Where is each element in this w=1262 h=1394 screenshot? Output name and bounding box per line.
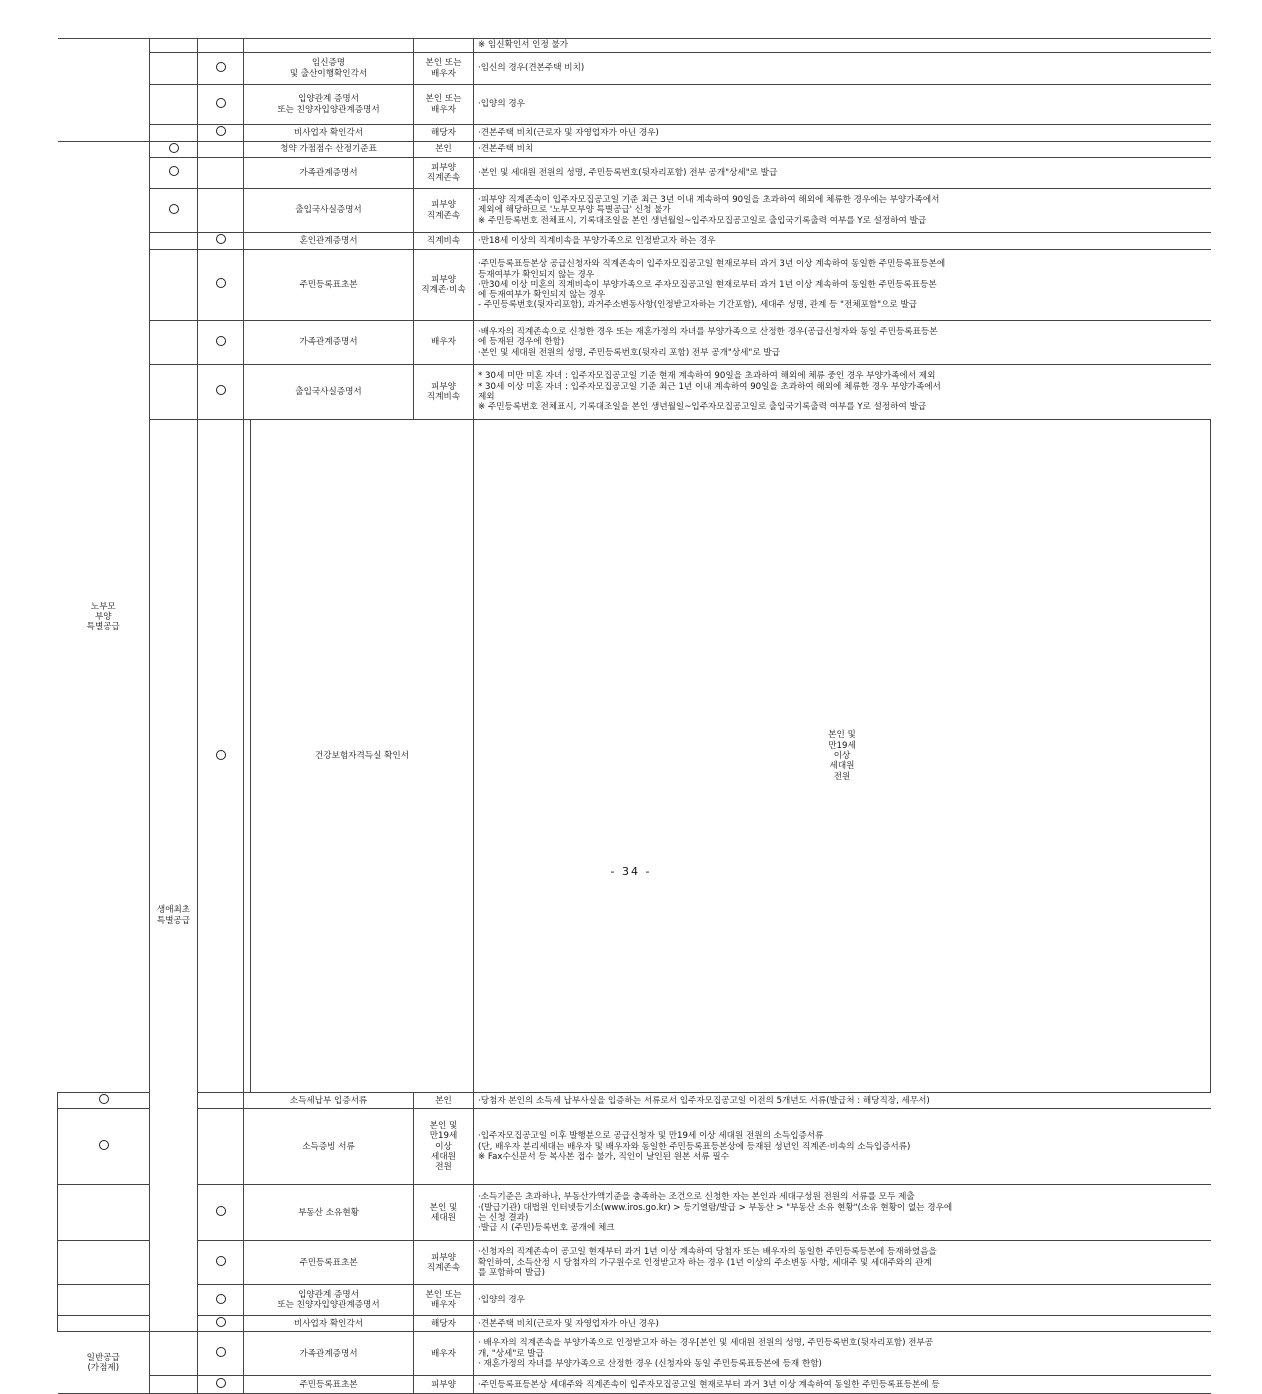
- document-subject: 피부양 직계존속: [414, 189, 474, 233]
- category-elderly-support: 노부모 부양 특별공급: [58, 142, 150, 1093]
- document-notes: * 30세 미만 미혼 자녀 : 입주자모집공고일 기준 현재 계속하여 90일을 초과하여 해외에 체류 중인 경우 부양가족에서 제외 * 30세 이상 미혼 자녀 : 입주자모집공고일 기준 최근 1년 이내 계속하여 90일을 초과하여 해외에 체류한 경우 부양가족에서 제외 ※ 주민등록번호 전체표시, 기록대조일을 본인 생년월일~입주자모집공고일로 출입국기록출력 여부를 Y로 설정하여 발급: [474, 365, 1211, 420]
- circle-mark-icon: [169, 204, 179, 214]
- required-mark-cell: [150, 142, 198, 158]
- required-mark-cell: [150, 39, 198, 53]
- table-row: [58, 39, 1211, 53]
- document-name: 혼인관계증명서: [244, 233, 414, 250]
- required-mark-cell: [58, 1241, 150, 1285]
- table-row: [58, 1376, 1211, 1394]
- document-subject: [414, 39, 474, 53]
- conditional-mark-cell: [198, 85, 244, 125]
- table-row: [58, 365, 1211, 420]
- document-subject: 해당자: [414, 125, 474, 142]
- conditional-mark-cell: [198, 1376, 244, 1394]
- conditional-mark-cell: [198, 142, 244, 158]
- document-subject: 본인 및 만19세 이상 세대원 전원: [414, 1109, 474, 1185]
- document-table: [57, 38, 1211, 1394]
- document-name: 주민등록표초본: [244, 1241, 414, 1285]
- document-notes: ·입양의 경우: [474, 1285, 1211, 1316]
- circle-mark-icon: [99, 1094, 109, 1104]
- circle-mark-icon: [216, 1378, 226, 1388]
- page-number: - 34 -: [610, 865, 652, 878]
- document-notes: ·견본주택 비치(근로자 및 자영업자가 아닌 경우): [474, 125, 1211, 142]
- required-mark-cell: [58, 1185, 150, 1241]
- document-name: 가족관계증명서: [244, 1332, 414, 1376]
- document-notes: ·피부양 직계존속이 입주자모집공고일 기준 최근 3년 이내 계속하여 90일을 초과하여 해외에 체류한 경우에는 부양가족에서 제외에 해당하므로 '노부모부양 특별공급' 신청 불가 ※ 주민등록번호 전체표시, 기록대조일을 본인 생년월일~입주자모집공고일로 출입국기록출력 여부를 Y로 설정하여 발급: [474, 189, 1211, 233]
- required-mark-cell: [150, 1332, 198, 1376]
- document-name: 입양관계 증명서 또는 친양자입양관계증명서: [244, 85, 414, 125]
- document-name: 출입국사실증명서: [244, 365, 414, 420]
- document-subject: 본인 및 세대원: [414, 1185, 474, 1241]
- required-mark-cell: [58, 1285, 150, 1316]
- category-first-home: 생애최초 특별공급: [150, 420, 198, 1332]
- conditional-mark-cell: [198, 1285, 244, 1316]
- table-row: [58, 1316, 1211, 1332]
- document-subject: 배우자: [414, 321, 474, 365]
- required-mark-cell: [150, 321, 198, 365]
- document-notes: ·신청자의 직계존속이 공고일 현재부터 과거 1년 이상 계속하여 당첨자 또는 배우자의 동일한 주민등록등본에 등재하였음을 확인하여, 소득산정 시 당첨자의 가구원수로 인정받고자 하는 경우 (1년 이상의 주소변동 사항, 세대주 및 세대주와의 관계 를 포함하여 발급): [474, 1241, 1211, 1285]
- document-subject: 본인 또는 배우자: [414, 85, 474, 125]
- document-subject: 피부양 직계존속: [414, 158, 474, 189]
- document-notes: ·입양의 경우: [474, 85, 1211, 125]
- table-row: [58, 189, 1211, 233]
- document-subject: 피부양 직계존·비속: [414, 250, 474, 321]
- document-subject: 본인 또는 배우자: [414, 1285, 474, 1316]
- document-notes: ·배우자의 직계존속으로 신청한 경우 또는 재혼가정의 자녀를 부양가족으로 산정한 경우(공급신청자와 동일 주민등록표등본 에 등재된 경우에 한함) ·본인 및 세대원 전원의 성명, 주민등록번호(뒷자리 포함) 전부 공개"상세"로 발급: [474, 321, 1211, 365]
- required-mark-cell: [150, 233, 198, 250]
- document-name: 부동산 소유현황: [244, 1185, 414, 1241]
- document-subject: 피부양 직계존속: [414, 1241, 474, 1285]
- table-row: [58, 1332, 1211, 1376]
- document-notes: ·소득기준은 초과하나, 부동산가액기준을 충족하는 조건으로 신청한 자는 본인과 세대구성원 전원의 서류를 모두 제출 ·(발급기관) 대법원 인터넷등기소(www.iros.go.kr) > 등기열람/발급 > 부동산 > "부동산 소유 현황"(소유 현황이 없는 경우에 는 신청 결과) ·발급 시 (주민)등록번호 공개에 체크: [474, 1185, 1211, 1241]
- circle-mark-icon: [216, 1256, 226, 1266]
- conditional-mark-cell: [198, 39, 244, 53]
- document-notes: ·주민등록표등본상 세대주와 직계존속이 입주자모집공고일 현재로부터 과거 3년 이상 계속하여 동일한 주민등록표등본에 등: [474, 1376, 1211, 1394]
- circle-mark-icon: [169, 143, 179, 153]
- required-mark-cell: [150, 85, 198, 125]
- table-row: [58, 321, 1211, 365]
- document-notes: ·입주자모집공고일 이후 발행분으로 공급신청자 및 만19세 이상 세대원 전원의 소득입증서류 (단, 배우자 분리세대는 배우자 및 배우자와 동일한 주민등록표등본상에 등재된 성년인 직계존·비속의 소득입증서류) ※ Fax수신문서 등 복사본 접수 불가, 직인이 날인된 원본 서류 필수: [474, 1109, 1211, 1185]
- document-notes: ·본인 및 세대원 전원의 성명, 주민등록번호(뒷자리포함) 전부 공개"상세"로 발급: [474, 158, 1211, 189]
- circle-mark-icon: [216, 98, 226, 108]
- document-name: 임신증명 및 출산이행확인각서: [244, 53, 414, 85]
- document-notes: ·당첨자 본인의 소득세 납부사실을 입증하는 서류로서 입주자모집공고일 이전의 5개년도 서류(발급처 : 해당직장, 세무서): [474, 1093, 1211, 1109]
- conditional-mark-cell: [198, 53, 244, 85]
- document-name: 주민등록표초본: [244, 1376, 414, 1394]
- document-notes: ·견본주택 비치(근로자 및 자영업자가 아닌 경우): [474, 1316, 1211, 1332]
- table-row: [58, 142, 1211, 158]
- circle-mark-icon: [216, 1206, 226, 1216]
- circle-mark-icon: [216, 126, 226, 136]
- circle-mark-icon: [216, 385, 226, 395]
- document-subject: 본인 또는 배우자: [414, 53, 474, 85]
- document-notes: ※ 임신확인서 인정 불가: [474, 39, 1211, 53]
- document-subject: 본인: [414, 1093, 474, 1109]
- conditional-mark-cell: [198, 189, 244, 233]
- document-subject: 직계비속: [414, 233, 474, 250]
- table-row: [58, 53, 1211, 85]
- conditional-mark-cell: [198, 125, 244, 142]
- table-row: [58, 1185, 1211, 1241]
- document-name: 소득세납부 입증서류: [244, 1093, 414, 1109]
- required-mark-cell: [150, 250, 198, 321]
- conditional-mark-cell: [198, 1241, 244, 1285]
- document-name: 입양관계 증명서 또는 친양자입양관계증명서: [244, 1285, 414, 1316]
- category-general-supply: 일반공급 (가점제): [58, 1332, 150, 1394]
- table-row: [58, 233, 1211, 250]
- document-name: 청약 가점점수 산정기준표: [244, 142, 414, 158]
- circle-mark-icon: [169, 166, 179, 176]
- conditional-mark-cell: [198, 158, 244, 189]
- required-mark-cell: [150, 189, 198, 233]
- required-mark-cell: [150, 365, 198, 420]
- circle-mark-icon: [216, 1317, 226, 1327]
- conditional-mark-cell: [198, 365, 244, 420]
- document-name: 가족관계증명서: [244, 158, 414, 189]
- document-subject: 본인: [414, 142, 474, 158]
- required-mark-cell: [150, 53, 198, 85]
- table-row: [58, 420, 1211, 1093]
- document-notes: ·임신의 경우(견본주택 비치): [474, 53, 1211, 85]
- required-mark-cell: [58, 1093, 150, 1109]
- table-row: [58, 1285, 1211, 1316]
- document-notes: ·견본주택 비치: [474, 142, 1211, 158]
- document-subject: 본인 및 만19세 이상 세대원 전원: [474, 420, 1211, 1093]
- conditional-mark-cell: [198, 233, 244, 250]
- required-mark-cell: [150, 1376, 198, 1394]
- table-row: [58, 1109, 1211, 1185]
- document-name: 가족관계증명서: [244, 321, 414, 365]
- conditional-mark-cell: [198, 250, 244, 321]
- circle-mark-icon: [216, 750, 226, 760]
- conditional-mark-cell: [198, 1109, 244, 1185]
- circle-mark-icon: [216, 1347, 226, 1357]
- conditional-mark-cell: [198, 1316, 244, 1332]
- table-row: [58, 125, 1211, 142]
- document-name: 주민등록표초본: [244, 250, 414, 321]
- document-notes: ·만18세 이상의 직계비속을 부양가족으로 인정받고자 하는 경우: [474, 233, 1211, 250]
- conditional-mark-cell: [198, 321, 244, 365]
- circle-mark-icon: [216, 336, 226, 346]
- document-name: 비사업자 확인각서: [244, 1316, 414, 1332]
- document-subject: 피부양 직계비속: [414, 365, 474, 420]
- table-row: [58, 250, 1211, 321]
- circle-mark-icon: [99, 1140, 109, 1150]
- document-notes: · 배우자의 직계존속을 부양가족으로 인정받고자 하는 경우[본인 및 세대원 전원의 성명, 주민등록번호(뒷자리포함) 전부공 개, "상세"로 발급 · 재혼가정의 자녀를 부양가족으로 산정한 경우 (신청자와 동일 주민등록표등본에 등재 한함): [474, 1332, 1211, 1376]
- conditional-mark-cell: [198, 1093, 244, 1109]
- required-mark-cell: [150, 125, 198, 142]
- required-mark-cell: [58, 1316, 150, 1332]
- circle-mark-icon: [216, 234, 226, 244]
- category-cell-continued: [58, 39, 150, 142]
- conditional-mark-cell: [198, 1332, 244, 1376]
- required-mark-cell: [198, 420, 244, 1093]
- table-row: [58, 1241, 1211, 1285]
- circle-mark-icon: [216, 62, 226, 72]
- table-row: [58, 85, 1211, 125]
- document-subject: 피부양: [414, 1376, 474, 1394]
- circle-mark-icon: [216, 1294, 226, 1304]
- conditional-mark-cell: [198, 1185, 244, 1241]
- table-row: [58, 1093, 1211, 1109]
- required-mark-cell: [58, 1109, 150, 1185]
- document-subject: 해당자: [414, 1316, 474, 1332]
- conditional-mark-cell: [244, 420, 251, 1093]
- document-name: 건강보험자격득실 확인서: [251, 420, 474, 1093]
- required-mark-cell: [150, 158, 198, 189]
- document-name: 비사업자 확인각서: [244, 125, 414, 142]
- document-subject: 배우자: [414, 1332, 474, 1376]
- document-notes: ·주민등록표등본상 공급신청자와 직계존속이 입주자모집공고일 현재로부터 과거 3년 이상 계속하여 동일한 주민등록표등본에 등재여부가 확인되지 않는 경우 ·만30세 이상 미혼의 직계비속이 부양가족으로 주자모집공고일 현재로부터 과거 1년 이상 계속하여 동일한 주민등록표등본 에 등재여부가 확인되지 않는 경우 - 주민등록번호(뒷자리포함), 과거주소변동사항(인정받고자하는 기간포함), 세대주 성명, 관계 등 "전체포함"으로 발급: [474, 250, 1211, 321]
- document-name: 소득증빙 서류: [244, 1109, 414, 1185]
- table-row: [58, 158, 1211, 189]
- document-name: 출입국사실증명서: [244, 189, 414, 233]
- document-name: [244, 39, 414, 53]
- circle-mark-icon: [216, 278, 226, 288]
